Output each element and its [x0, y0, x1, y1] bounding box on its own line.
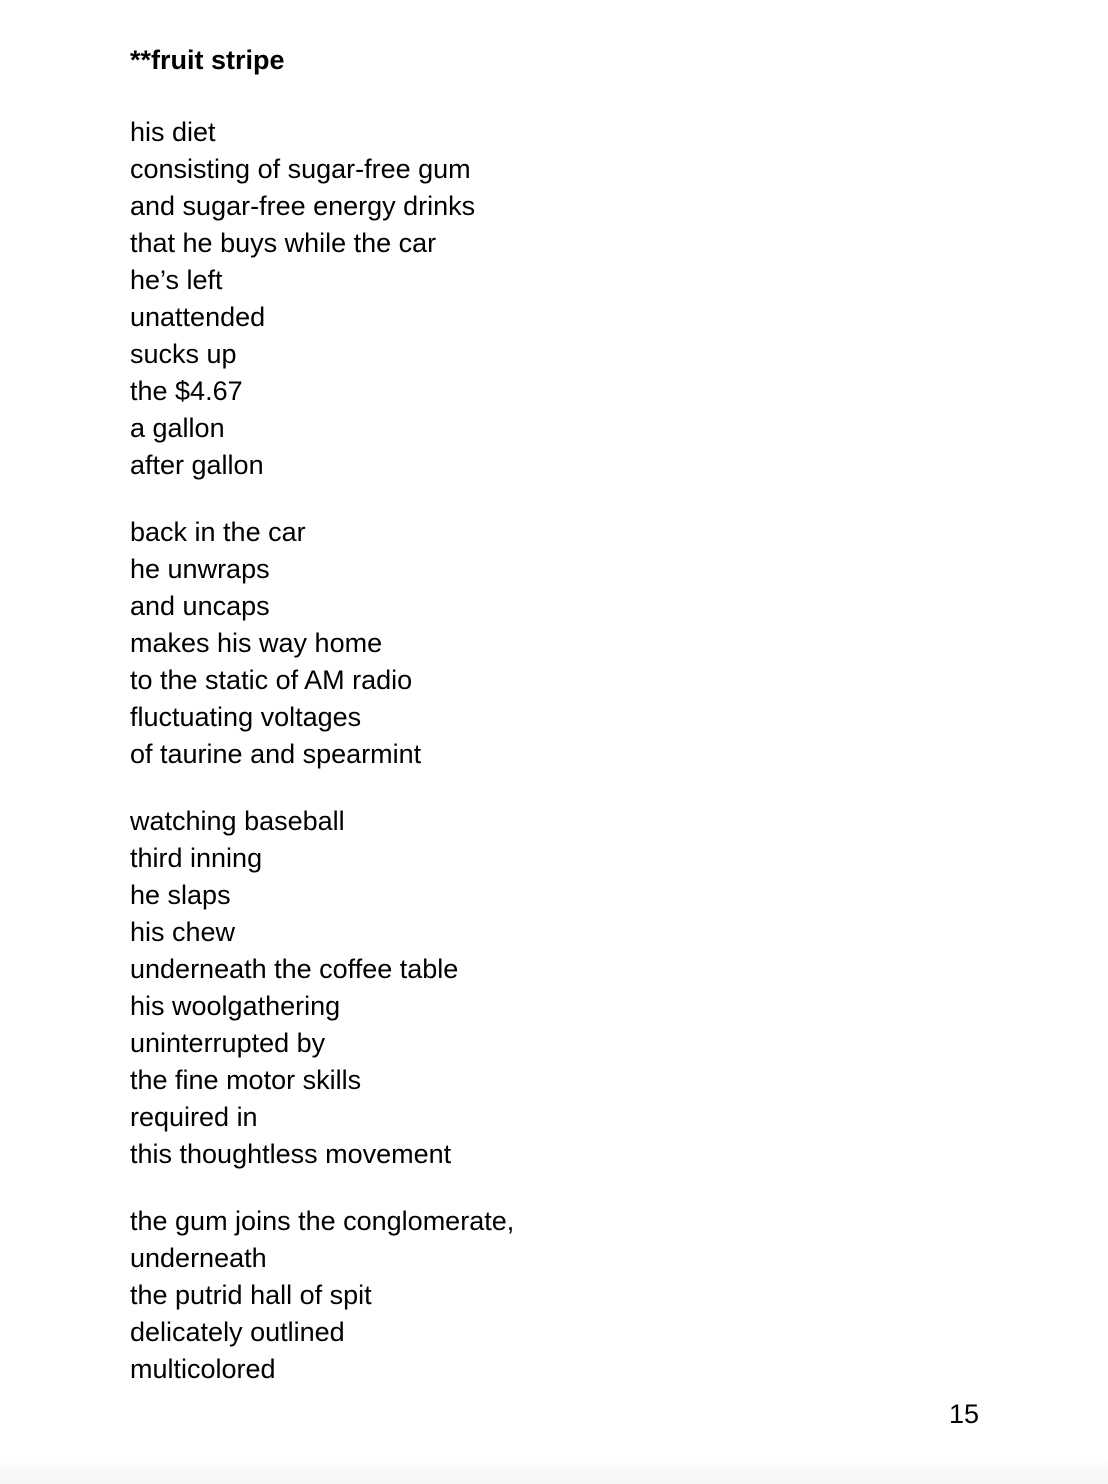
poem-line: his diet [130, 117, 216, 147]
poem-line: and uncaps [130, 591, 270, 621]
poem-line: to the static of AM radio [130, 665, 413, 695]
poem-title: **fruit stripe [130, 45, 285, 75]
poem-line: his woolgathering [130, 991, 341, 1021]
stanza-2 [130, 514, 421, 773]
stanza-4 [130, 1203, 514, 1388]
poem-line: the fine motor skills [130, 1065, 362, 1095]
poem-line: sucks up [130, 339, 237, 369]
poem-line: fluctuating voltages [130, 702, 362, 732]
poem-line: underneath the coffee table [130, 954, 459, 984]
page-number: 15 [949, 1399, 980, 1429]
poem-line: uninterrupted by [130, 1028, 326, 1058]
poem-line: the gum joins the conglomerate, [130, 1206, 515, 1236]
poem-line: required in [130, 1102, 258, 1132]
stanza-3 [130, 803, 458, 1173]
poem-line: back in the car [130, 517, 306, 547]
poem-line: he’s left [130, 265, 223, 295]
poem-line: his chew [130, 917, 236, 947]
poem-line: multicolored [130, 1354, 276, 1384]
poem-line: watching baseball [130, 806, 345, 836]
poem-line: he unwraps [130, 554, 270, 584]
poem-line: of taurine and spearmint [130, 739, 422, 769]
poem-line: makes his way home [130, 628, 383, 658]
poem-line: a gallon [130, 413, 225, 443]
poem-line: third inning [130, 843, 263, 873]
poem-line: after gallon [130, 450, 264, 480]
poem-line: this thoughtless movement [130, 1139, 452, 1169]
poem-line: that he buys while the car [130, 228, 437, 258]
stanza-1 [130, 114, 475, 484]
poem-line: underneath [130, 1243, 267, 1273]
poem-line: and sugar-free energy drinks [130, 191, 476, 221]
poem-line: the putrid hall of spit [130, 1280, 372, 1310]
poem-line: delicately outlined [130, 1317, 345, 1347]
poem-line: consisting of sugar-free gum [130, 154, 471, 184]
poem-line: he slaps [130, 880, 231, 910]
poem-line: the $4.67 [130, 376, 243, 406]
poem-line: unattended [130, 302, 266, 332]
